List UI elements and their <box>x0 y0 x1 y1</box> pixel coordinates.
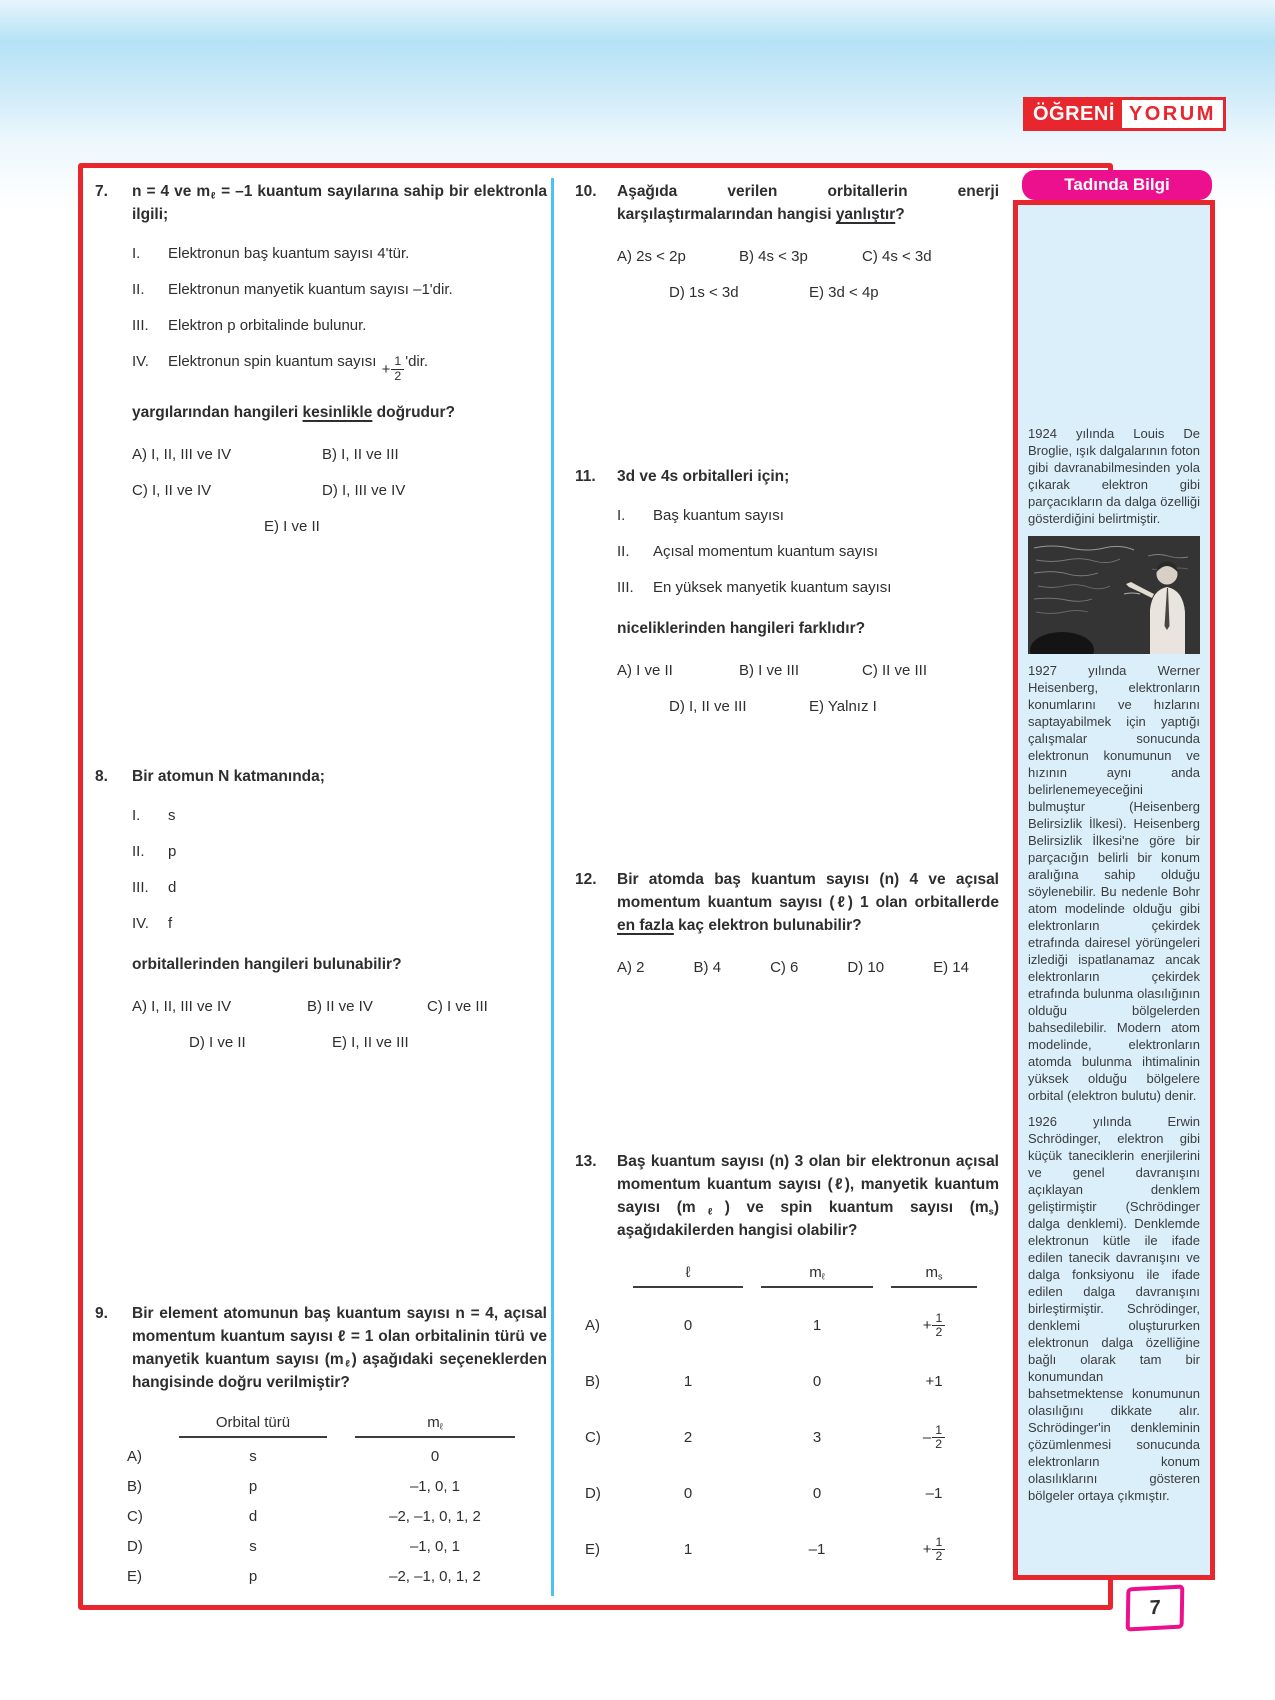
option-e: E) I, II ve III <box>332 1034 409 1051</box>
info-paragraph-heisenberg: 1927 yılında Werner Heisenberg, elektronların konumlarını ve hızlarını saptayabilmek için yaptığı çalışmalar sonucunda elektronun konumunun ve hızının aynı anda belirlenemeyeceğini bulmuştur (Heisenberg Belirsizlik İlkesi). Heisenberg Belirsizlik İlkesi'ne göre bir parçacığın belirli bir konum aralığına sahip olduğu söylenebilir. Bu nedenle Bohr atom modelinde olduğu gibi elektronların çekirdek etrafında dairesel yörüngeleri izlediği ispatlanamaz ancak elektronların çekirdek etrafında bulunma olasılığının olduğu bölgelerden bahsedilebilir. Modern atom modelinde, elektronların atomda bulunma ihtimalinin yüksek olduğu bölgelere orbital (elektron bulutu) denir. <box>1028 663 1200 1103</box>
option-e: E) I ve II <box>264 518 320 536</box>
answer-options <box>575 660 999 718</box>
roman-items <box>95 804 547 935</box>
table-row: E) 1 –1 + $\frac{1}{2}$ <box>585 1530 999 1568</box>
answer-options <box>575 246 999 304</box>
question-number: 13. <box>575 1153 597 1170</box>
option-a: A) 2 <box>617 959 645 976</box>
question-11-head <box>575 465 999 488</box>
roman-item: IV. Elektronun spin kuantum sayısı + $\frac{1}{2}$ 'dir. <box>132 353 429 383</box>
question-number: 10. <box>575 183 597 200</box>
option-c: C) II ve III <box>862 662 928 679</box>
option-b: B) 4s < 3p <box>739 248 808 265</box>
option-e: E) 3d < 4p <box>809 284 879 301</box>
question-stem: Bir element atomunun baş kuantum sayısı n = 4, açısal momentum kuantum sayısı ℓ = 1 olan orbitalinin türü ve manyetik kuantum sayısı $(m_\ell)$ aşağıdaki seçeneklerden hangisinde doğru verilmiştir? <box>132 1305 547 1391</box>
roman-items <box>95 242 547 383</box>
option-b: B) I, II ve III <box>322 446 399 464</box>
logo-left-segment: ÖĞRENİ <box>1026 100 1122 128</box>
option-c: C) 4s < 3d <box>862 248 932 265</box>
page-number: 7 <box>1149 1596 1161 1619</box>
question-12 <box>575 868 999 979</box>
roman-item: II. p <box>132 843 177 860</box>
question-8-head <box>95 765 547 788</box>
table-row: C) 2 3 – 1 2 <box>585 1418 999 1456</box>
roman-item: IV. f <box>132 915 173 932</box>
table-row: C) d –2, –1, 0, 1, 2 <box>127 1508 481 1525</box>
option-b: B) 4 <box>693 959 722 976</box>
question-line: orbitallerinden hangileri bulunabilir? <box>132 956 402 973</box>
question-number: 8. <box>95 768 108 785</box>
column-header-ml: $m_\ell$ <box>355 1414 515 1438</box>
option-d: D) I ve II <box>189 1034 246 1051</box>
question-10-head <box>575 180 999 226</box>
option-b: B) II ve IV <box>307 998 373 1015</box>
option-d: D) I, II ve III <box>669 698 747 715</box>
logo-right-segment: YORUM <box>1128 103 1216 125</box>
option-c: C) I ve III <box>427 998 488 1015</box>
column-header-orbital: Orbital türü <box>179 1414 327 1438</box>
question-stem: Aşağıda verilen orbitallerin enerji karşılaştırmalarından hangisi yanlıştır? <box>617 183 999 223</box>
info-panel <box>1013 200 1215 1580</box>
option-e: E) Yalnız I <box>809 698 877 715</box>
question-10 <box>575 180 999 304</box>
question-number: 11. <box>575 468 596 485</box>
table-row: D) s –1, 0, 1 <box>127 1538 461 1555</box>
roman-item: II. Açısal momentum kuantum sayısı <box>617 543 879 560</box>
question-number: 9. <box>95 1305 108 1322</box>
table-row: E) p –2, –1, 0, 1, 2 <box>127 1568 481 1585</box>
option-a: A) I, II, III ve IV <box>132 446 232 464</box>
roman-item: I. Baş kuantum sayısı <box>617 507 784 524</box>
roman-item: I. s <box>132 807 176 824</box>
question-13 <box>575 1150 999 1568</box>
option-c: C) 6 <box>770 959 799 976</box>
question-stem: 3d ve 4s orbitalleri için; <box>617 468 790 485</box>
answer-options <box>95 996 547 1054</box>
question-stem: Bir atomda baş kuantum sayısı (n) 4 ve açısal momentum kuantum sayısı (ℓ) 1 olan orbitallerde en fazla kaç elektron bulunabilir? <box>617 871 999 934</box>
info-panel-title: Tadında Bilgi <box>1022 170 1212 200</box>
table-row: A) 0 1 + $\frac{1}{2}$ <box>585 1306 999 1344</box>
option-d: D) 10 <box>847 959 885 976</box>
question-number: 7. <box>95 183 108 200</box>
question-number: 12. <box>575 871 597 888</box>
table-row: B) p –1, 0, 1 <box>127 1478 461 1495</box>
option-a: A) 2s < 2p <box>617 248 686 265</box>
roman-item: I. Elektronun baş kuantum sayısı 4'tür. <box>132 245 410 262</box>
question-stem: n = 4 ve $m_\ell = -1$ kuantum sayılarına sahip bir elektronla ilgili; <box>132 183 548 223</box>
option-a: A) I ve II <box>617 662 673 679</box>
option-b: B) I ve III <box>739 662 800 679</box>
roman-items <box>575 504 999 599</box>
question-line: yargılarından hangileri kesinlikle doğrudur? <box>132 404 455 422</box>
orbital-table <box>127 1414 547 1588</box>
question-line: niceliklerinden hangileri farklıdır? <box>617 620 866 637</box>
option-e: E) 14 <box>933 959 969 976</box>
question-11 <box>575 465 999 718</box>
info-panel-content <box>1018 205 1210 1504</box>
question-8 <box>95 765 547 1054</box>
roman-item: II. Elektronun manyetik kuantum sayısı –1'dir. <box>132 281 453 298</box>
answer-options <box>575 957 999 979</box>
roman-item: III. En yüksek manyetik kuantum sayısı <box>617 579 892 596</box>
table-row: B) 1 0 +1 <box>585 1372 943 1390</box>
page-number-badge <box>1126 1584 1185 1631</box>
option-d: D) 1s < 3d <box>669 284 739 301</box>
answer-options <box>95 444 547 538</box>
column-header-ml: $m_\ell$ <box>761 1264 873 1288</box>
question-7 <box>95 180 547 538</box>
column-header-ms: $m_s$ <box>891 1264 977 1288</box>
column-divider <box>551 178 554 1596</box>
option-c: C) I, II ve IV <box>132 482 212 500</box>
info-paragraph-de-broglie: 1924 yılında Louis De Broglie, ışık dalgalarının foton gibi davranabilmesinden yola çıkarak elektron gibi parçacıkların da dalga özelliği gösterdiğini belirtmiştir. <box>1028 426 1200 526</box>
question-stem: Bir atomun N katmanında; <box>132 768 325 785</box>
question-stem: Baş kuantum sayısı (n) 3 olan bir elektronun açısal momentum kuantum sayısı (ℓ), manyetik kuantum sayısı $(m_\ell)$ ve spin kuantum sayısı $(m_s)$ aşağıdakilerden hangisi olabilir? <box>617 1153 999 1239</box>
orbital-table-header <box>127 1414 547 1438</box>
question-7-head <box>95 180 547 226</box>
option-a: A) I, II, III ve IV <box>132 998 232 1015</box>
table-row: D) 0 0 –1 <box>585 1484 943 1502</box>
quantum-table-header <box>585 1264 999 1288</box>
column-header-l: ℓ <box>633 1264 743 1288</box>
physicist-chalkboard-photo <box>1028 536 1200 654</box>
info-paragraph-schrodinger: 1926 yılında Erwin Schrödinger, elektron gibi küçük taneciklerin enerjilerini ve genel davranışını açıklayan denklem geliştirmiştir (Schrödinger dalga denklemi). Denklemde elektronun kütle ile ifade edilen tanecik davranışını ve dalga fonksiyonu ile ifade edilen dalga davranışını birleştirmiştir. Schrödinger, denklemi oluştururken elektronun dalga özelliğine bağlı olarak tam bir konumundan bahsetmektense konumunun olasılığını dikkate alır. Schrödinger'in denkleminin çözümlenmesi sonucunda elektronların konum olasılıklarını gösteren bölgeler ortaya çıkmıştır. <box>1028 1114 1200 1503</box>
quantum-number-table <box>585 1264 999 1568</box>
table-row: A) s 0 <box>127 1448 440 1465</box>
roman-item: III. Elektron p orbitalinde bulunur. <box>132 317 367 334</box>
ogreniyorum-logo <box>1023 97 1226 131</box>
question-12-head <box>575 868 999 937</box>
question-13-head <box>575 1150 999 1242</box>
option-d: D) I, III ve IV <box>322 482 406 500</box>
question-9 <box>95 1302 547 1588</box>
roman-item: III. d <box>132 879 177 896</box>
question-9-head <box>95 1302 547 1394</box>
